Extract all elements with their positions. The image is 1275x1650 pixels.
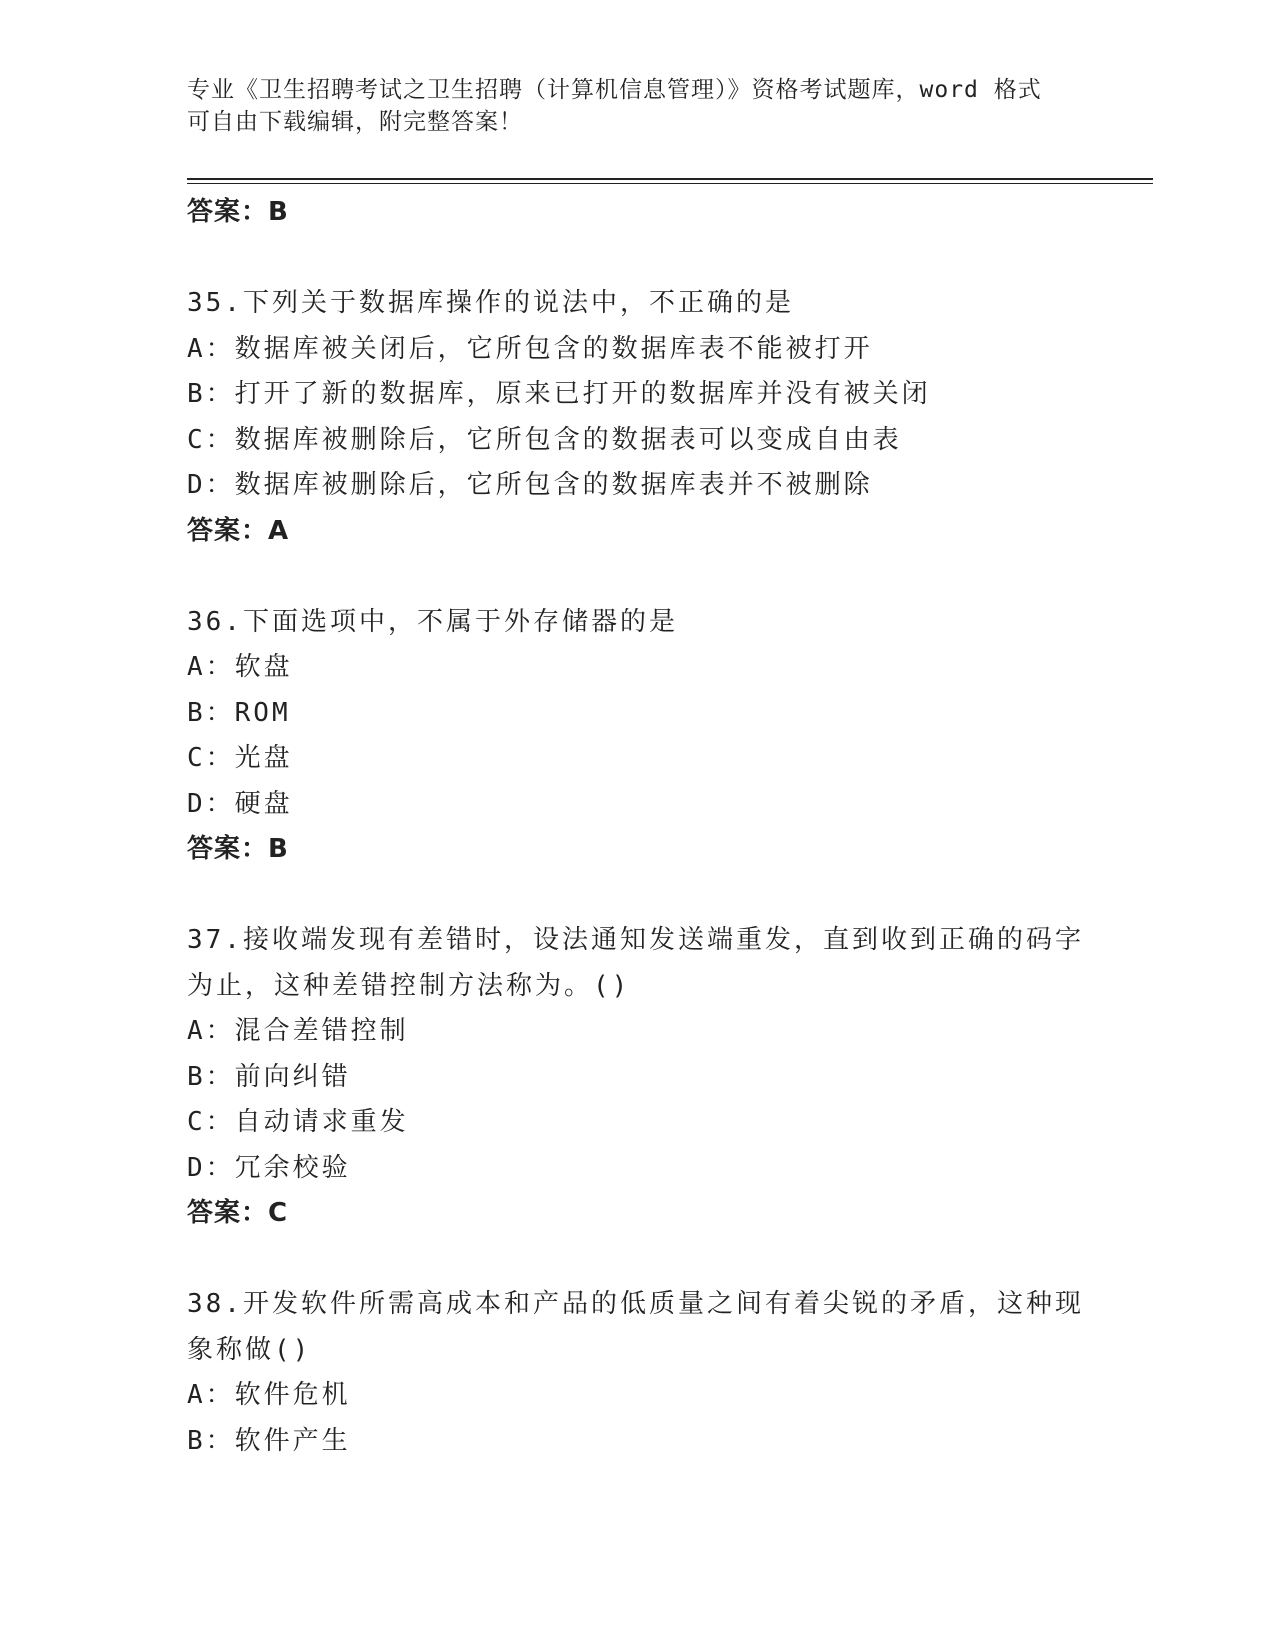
option-b: B：打开了新的数据库，原来已打开的数据库并没有被关闭	[187, 379, 931, 409]
question-stem-line-2: 象称做()	[187, 1334, 312, 1365]
option-a: A：混合差错控制	[187, 1016, 409, 1046]
answer-prefix: 答案：	[187, 1198, 269, 1228]
option-d: D：数据库被删除后，它所包含的数据库表并不被删除	[187, 470, 873, 500]
option-b: B：ROM	[187, 697, 291, 728]
spacer	[187, 873, 1087, 919]
question-stem: 35.下列关于数据库操作的说法中，不正确的是	[187, 288, 794, 318]
question-stem-line-1: 38.开发软件所需高成本和产品的低质量之间有着尖锐的矛盾，这种现	[187, 1289, 1084, 1319]
document-header	[187, 74, 1067, 138]
option-b: B：前向纠错	[187, 1061, 351, 1092]
spacer	[187, 1237, 1087, 1283]
option-c: C：光盘	[187, 743, 293, 773]
answer-value: B	[268, 197, 289, 227]
answer-value: C	[268, 1198, 289, 1228]
question-38	[187, 1282, 1087, 1464]
answer-value: A	[268, 515, 290, 546]
option-a: A：软盘	[187, 652, 293, 682]
header-divider-thick	[187, 178, 1153, 180]
answer-line	[187, 509, 1087, 555]
question-36	[187, 600, 1087, 873]
answer-prefix: 答案：	[187, 515, 269, 546]
option-c: C：自动请求重发	[187, 1107, 409, 1137]
option-d: D：冗余校验	[187, 1152, 351, 1183]
option-a: A：数据库被关闭后，它所包含的数据库表不能被打开	[187, 333, 873, 364]
option-d: D：硬盘	[187, 788, 293, 819]
option-b: B：软件产生	[187, 1425, 351, 1456]
header-divider-thin	[187, 183, 1153, 184]
question-stem-line-2: 为止，这种差错控制方法称为。()	[187, 970, 631, 1001]
spacer	[187, 554, 1087, 600]
header-line-1: 专业《卫生招聘考试之卫生招聘（计算机信息管理）》资格考试题库，word 格式	[187, 77, 1042, 103]
question-37	[187, 918, 1087, 1237]
answer-prefix: 答案：	[187, 834, 269, 864]
answer-line	[187, 1191, 1087, 1237]
answer-value: B	[268, 834, 289, 864]
question-stem-line-1: 37.接收端发现有差错时，设法通知发送端重发，直到收到正确的码字	[187, 925, 1084, 955]
option-c: C：数据库被删除后，它所包含的数据表可以变成自由表	[187, 424, 902, 455]
spacer	[187, 236, 1087, 282]
answer-prefix: 答案：	[187, 197, 269, 227]
answer-line	[187, 827, 1087, 873]
question-35	[187, 281, 1087, 554]
answer-line	[187, 190, 1087, 236]
question-list	[187, 190, 1087, 1464]
question-stem: 36.下面选项中，不属于外存储器的是	[187, 606, 678, 637]
option-a: A：软件危机	[187, 1380, 351, 1410]
header-line-2: 可自由下载编辑，附完整答案！	[187, 109, 523, 135]
